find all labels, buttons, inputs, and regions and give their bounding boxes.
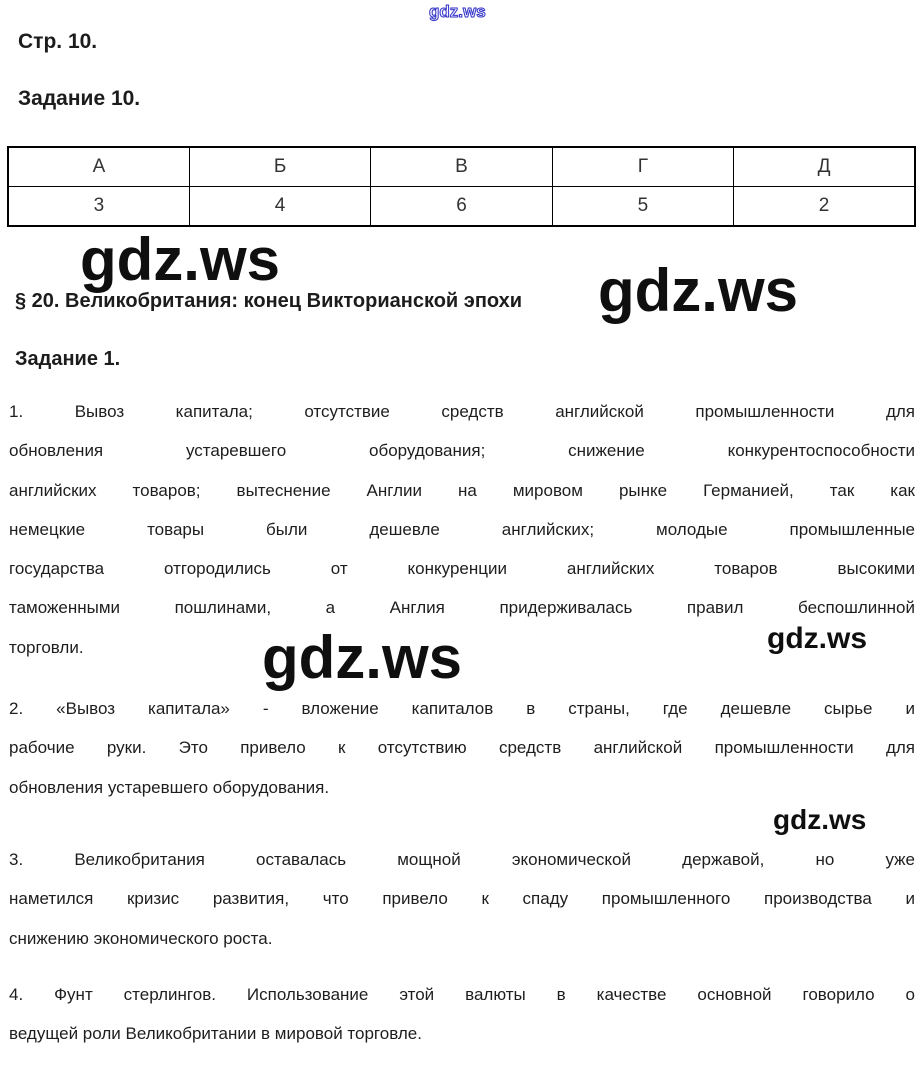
paragraph-line: 2. «Вывоз капитала» - вложение капиталов в страны, где дешевле сырье и xyxy=(9,699,915,718)
paragraph-line: 3. Великобритания оставалась мощной экономической державой, но уже xyxy=(9,850,915,869)
paragraph-line: обновления устаревшего оборудования. xyxy=(9,777,330,797)
watermark-large-1: gdz.ws xyxy=(80,226,281,293)
paragraph-line: торговли. xyxy=(9,637,84,657)
answer-paragraph-3 xyxy=(9,840,915,958)
paragraph-line: английских товаров; вытеснение Англии на мировом рынке Германией, так как xyxy=(9,480,915,500)
table-header-cell: Г xyxy=(552,147,733,187)
table-header-cell: Д xyxy=(734,147,915,187)
paragraph-line: 4. Фунт стерлингов. Использование этой валюты в качестве основной говорило о xyxy=(9,985,915,1004)
task-1-heading: Задание 1. xyxy=(15,348,121,370)
paragraph-line: наметился кризис развития, что привело к спаду промышленного производства и xyxy=(9,889,915,909)
table-header-row xyxy=(8,147,915,187)
paragraph-line: немецкие товары были дешевле английских; молодые промышленные xyxy=(9,519,915,539)
paragraph-line: таможенными пошлинами, а Англия придерживалась правил беспошлинной xyxy=(9,598,915,618)
table-value-cell: 2 xyxy=(734,187,915,227)
paragraph-line: государства отгородились от конкуренции английских товаров высокими xyxy=(9,559,915,579)
site-watermark-top: gdz.ws xyxy=(429,2,486,21)
watermark-large-2: gdz.ws xyxy=(598,257,799,324)
table-value-cell: 5 xyxy=(552,187,733,227)
table-header-cell: В xyxy=(371,147,552,187)
table-value-cell: 3 xyxy=(8,187,189,227)
paragraph-line: 1. Вывоз капитала; отсутствие средств английской промышленности для xyxy=(9,402,915,421)
answer-paragraph-2 xyxy=(9,689,915,807)
table-value-cell: 4 xyxy=(189,187,370,227)
paragraph-line: снижению экономического роста. xyxy=(9,928,273,948)
watermark-large-3: gdz.ws xyxy=(262,624,463,691)
answer-paragraph-4 xyxy=(9,975,915,1054)
paragraph-line: рабочие руки. Это привело к отсутствию средств английской промышленности для xyxy=(9,738,915,758)
table-header-cell: Б xyxy=(189,147,370,187)
answers-table xyxy=(7,146,916,227)
paragraph-line: ведущей роли Великобритании в мировой торговле. xyxy=(9,1024,422,1044)
task-10-heading: Задание 10. xyxy=(18,87,141,110)
table-value-row xyxy=(8,187,915,227)
page-number-label: Стр. 10. xyxy=(18,30,98,53)
watermark-small-2: gdz.ws xyxy=(773,804,867,835)
section-heading: § 20. Великобритания: конец Викторианской эпохи xyxy=(15,290,523,312)
watermark-small-1: gdz.ws xyxy=(767,622,868,655)
table-header-cell: А xyxy=(8,147,189,187)
table-value-cell: 6 xyxy=(371,187,552,227)
paragraph-line: обновления устаревшего оборудования; снижение конкурентоспособности xyxy=(9,441,915,461)
